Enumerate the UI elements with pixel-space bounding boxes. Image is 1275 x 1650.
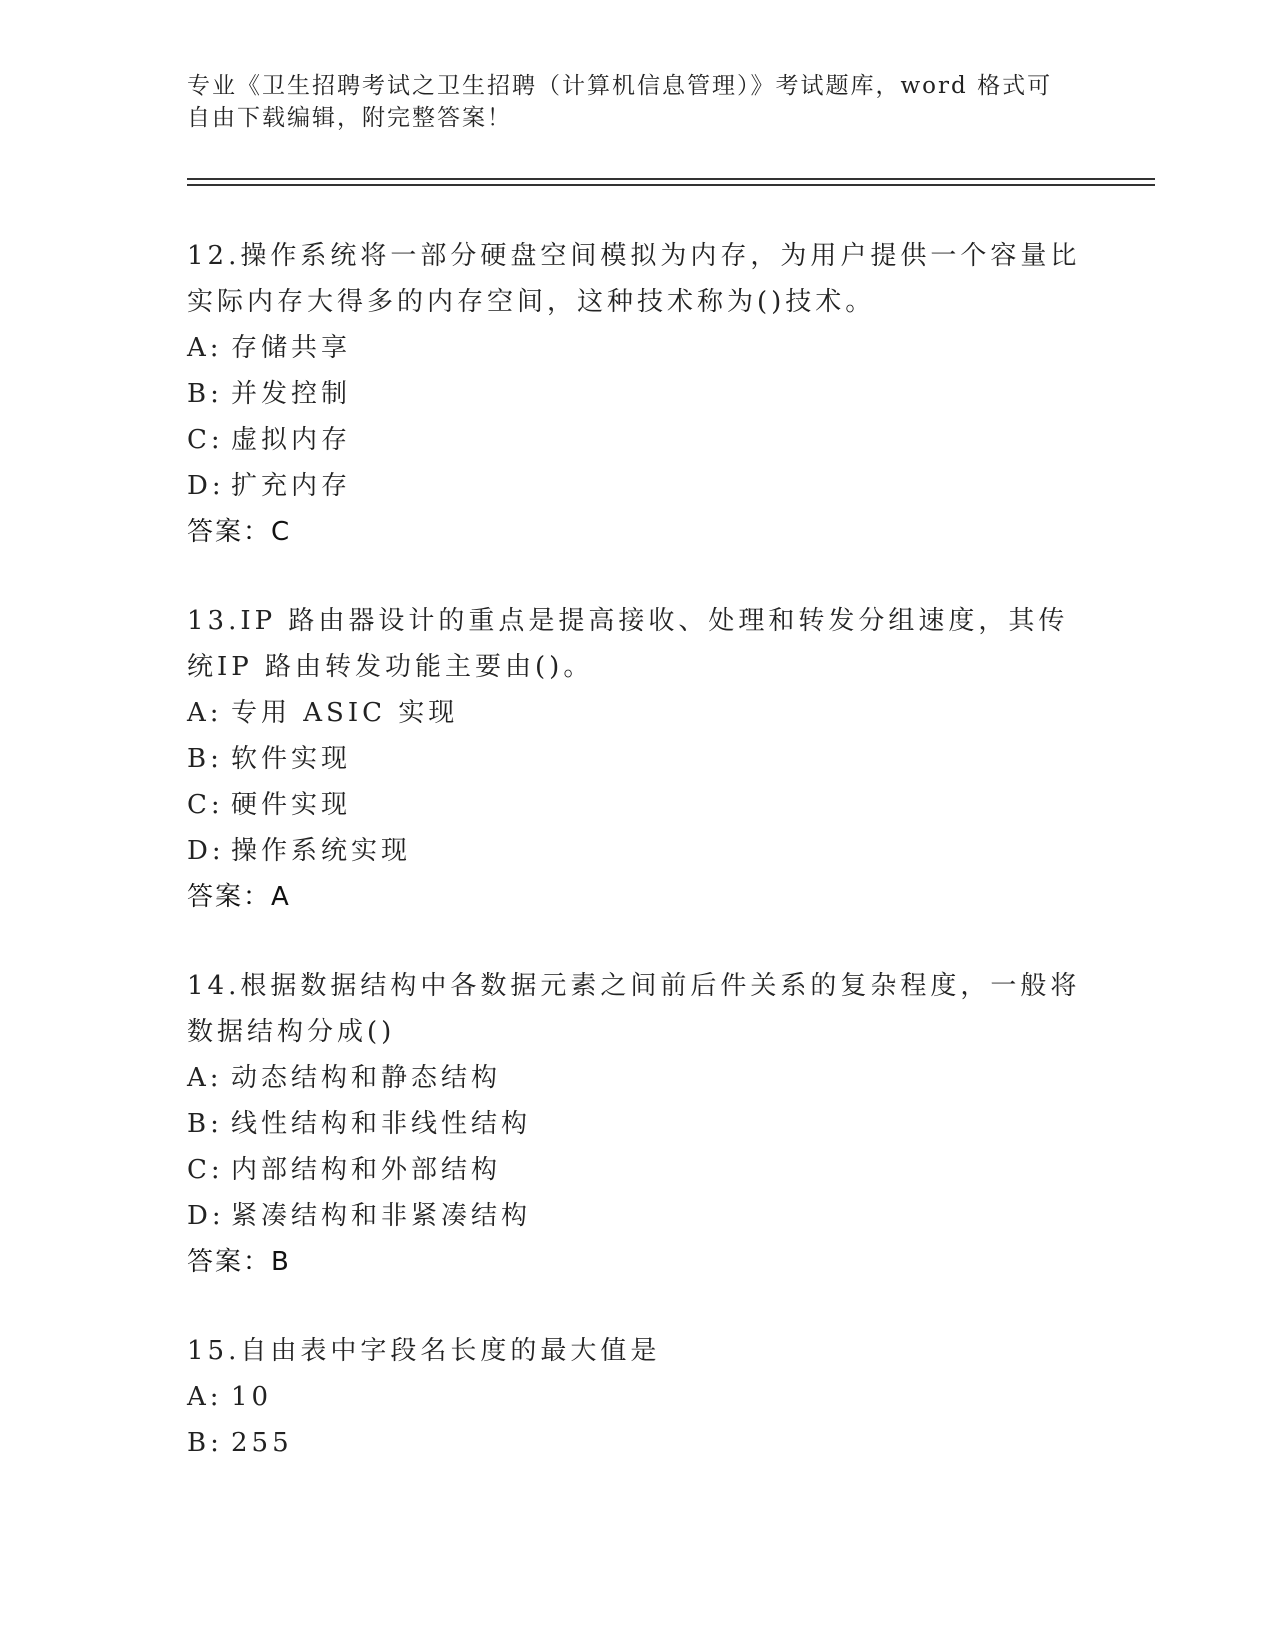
option-text: 并发控制 (231, 379, 352, 409)
question-text: IP 路由器设计的重点是提高接收、处理和转发分组速度，其传统IP 路由转发功能主要由()。 (187, 606, 1069, 682)
question-number: 13. (187, 606, 241, 636)
option-text: 存储共享 (231, 333, 352, 363)
option-key: D: (187, 471, 225, 501)
question-stem (187, 963, 1087, 1055)
question-stem (187, 1328, 1087, 1374)
option-b (187, 736, 1087, 782)
option-key: D: (187, 836, 225, 866)
option-text: 扩充内存 (231, 471, 352, 501)
option-text: 线性结构和非线性结构 (231, 1109, 532, 1139)
option-text: 硬件实现 (231, 790, 352, 820)
option-text: 紧凑结构和非紧凑结构 (231, 1201, 532, 1231)
header-divider-bottom (187, 184, 1155, 186)
option-d (187, 1193, 1087, 1239)
option-text: 内部结构和外部结构 (231, 1155, 502, 1185)
option-key: A: (187, 333, 223, 363)
option-b (187, 371, 1087, 417)
question-text: 自由表中字段名长度的最大值是 (240, 1336, 661, 1366)
option-text: 动态结构和静态结构 (231, 1063, 502, 1093)
question-14 (187, 963, 1087, 1285)
option-key: B: (187, 1428, 223, 1458)
option-text: 10 (231, 1382, 273, 1412)
option-text: 软件实现 (231, 744, 352, 774)
answer: 答案：C (187, 517, 292, 547)
document-header: 专业《卫生招聘考试之卫生招聘（计算机信息管理）》考试题库，word 格式可自由下载编辑，附完整答案！ (187, 73, 1053, 131)
question-number: 14. (187, 971, 241, 1001)
answer: 答案：A (187, 882, 291, 912)
question-number: 12. (187, 241, 241, 271)
option-c (187, 782, 1087, 828)
question-text: 操作系统将一部分硬盘空间模拟为内存，为用户提供一个容量比实际内存大得多的内存空间，这种技术称为()技术。 (187, 241, 1081, 317)
question-text: 根据数据结构中各数据元素之间前后件关系的复杂程度，一般将数据结构分成() (187, 971, 1081, 1047)
option-key: C: (187, 790, 224, 820)
question-13 (187, 598, 1087, 920)
option-d (187, 463, 1087, 509)
answer: 答案：B (187, 1247, 291, 1277)
question-number: 15. (187, 1336, 241, 1366)
option-key: A: (187, 1063, 223, 1093)
option-c (187, 417, 1087, 463)
option-c (187, 1147, 1087, 1193)
option-d (187, 828, 1087, 874)
option-b (187, 1101, 1087, 1147)
option-text: 255 (231, 1428, 293, 1458)
option-key: B: (187, 379, 223, 409)
header-divider-top (187, 178, 1155, 180)
question-15 (187, 1328, 1087, 1466)
option-key: B: (187, 744, 223, 774)
option-key: D: (187, 1201, 225, 1231)
option-key: C: (187, 425, 224, 455)
option-a (187, 1055, 1087, 1101)
option-text: 操作系统实现 (231, 836, 412, 866)
option-key: A: (187, 1382, 223, 1412)
option-text: 专用 ASIC 实现 (231, 698, 459, 728)
option-b (187, 1420, 1087, 1466)
question-stem (187, 233, 1087, 325)
question-12 (187, 233, 1087, 555)
option-key: B: (187, 1109, 223, 1139)
option-key: C: (187, 1155, 224, 1185)
option-a (187, 1374, 1087, 1420)
option-text: 虚拟内存 (231, 425, 352, 455)
option-a (187, 690, 1087, 736)
option-key: A: (187, 698, 223, 728)
question-stem (187, 598, 1087, 690)
option-a (187, 325, 1087, 371)
